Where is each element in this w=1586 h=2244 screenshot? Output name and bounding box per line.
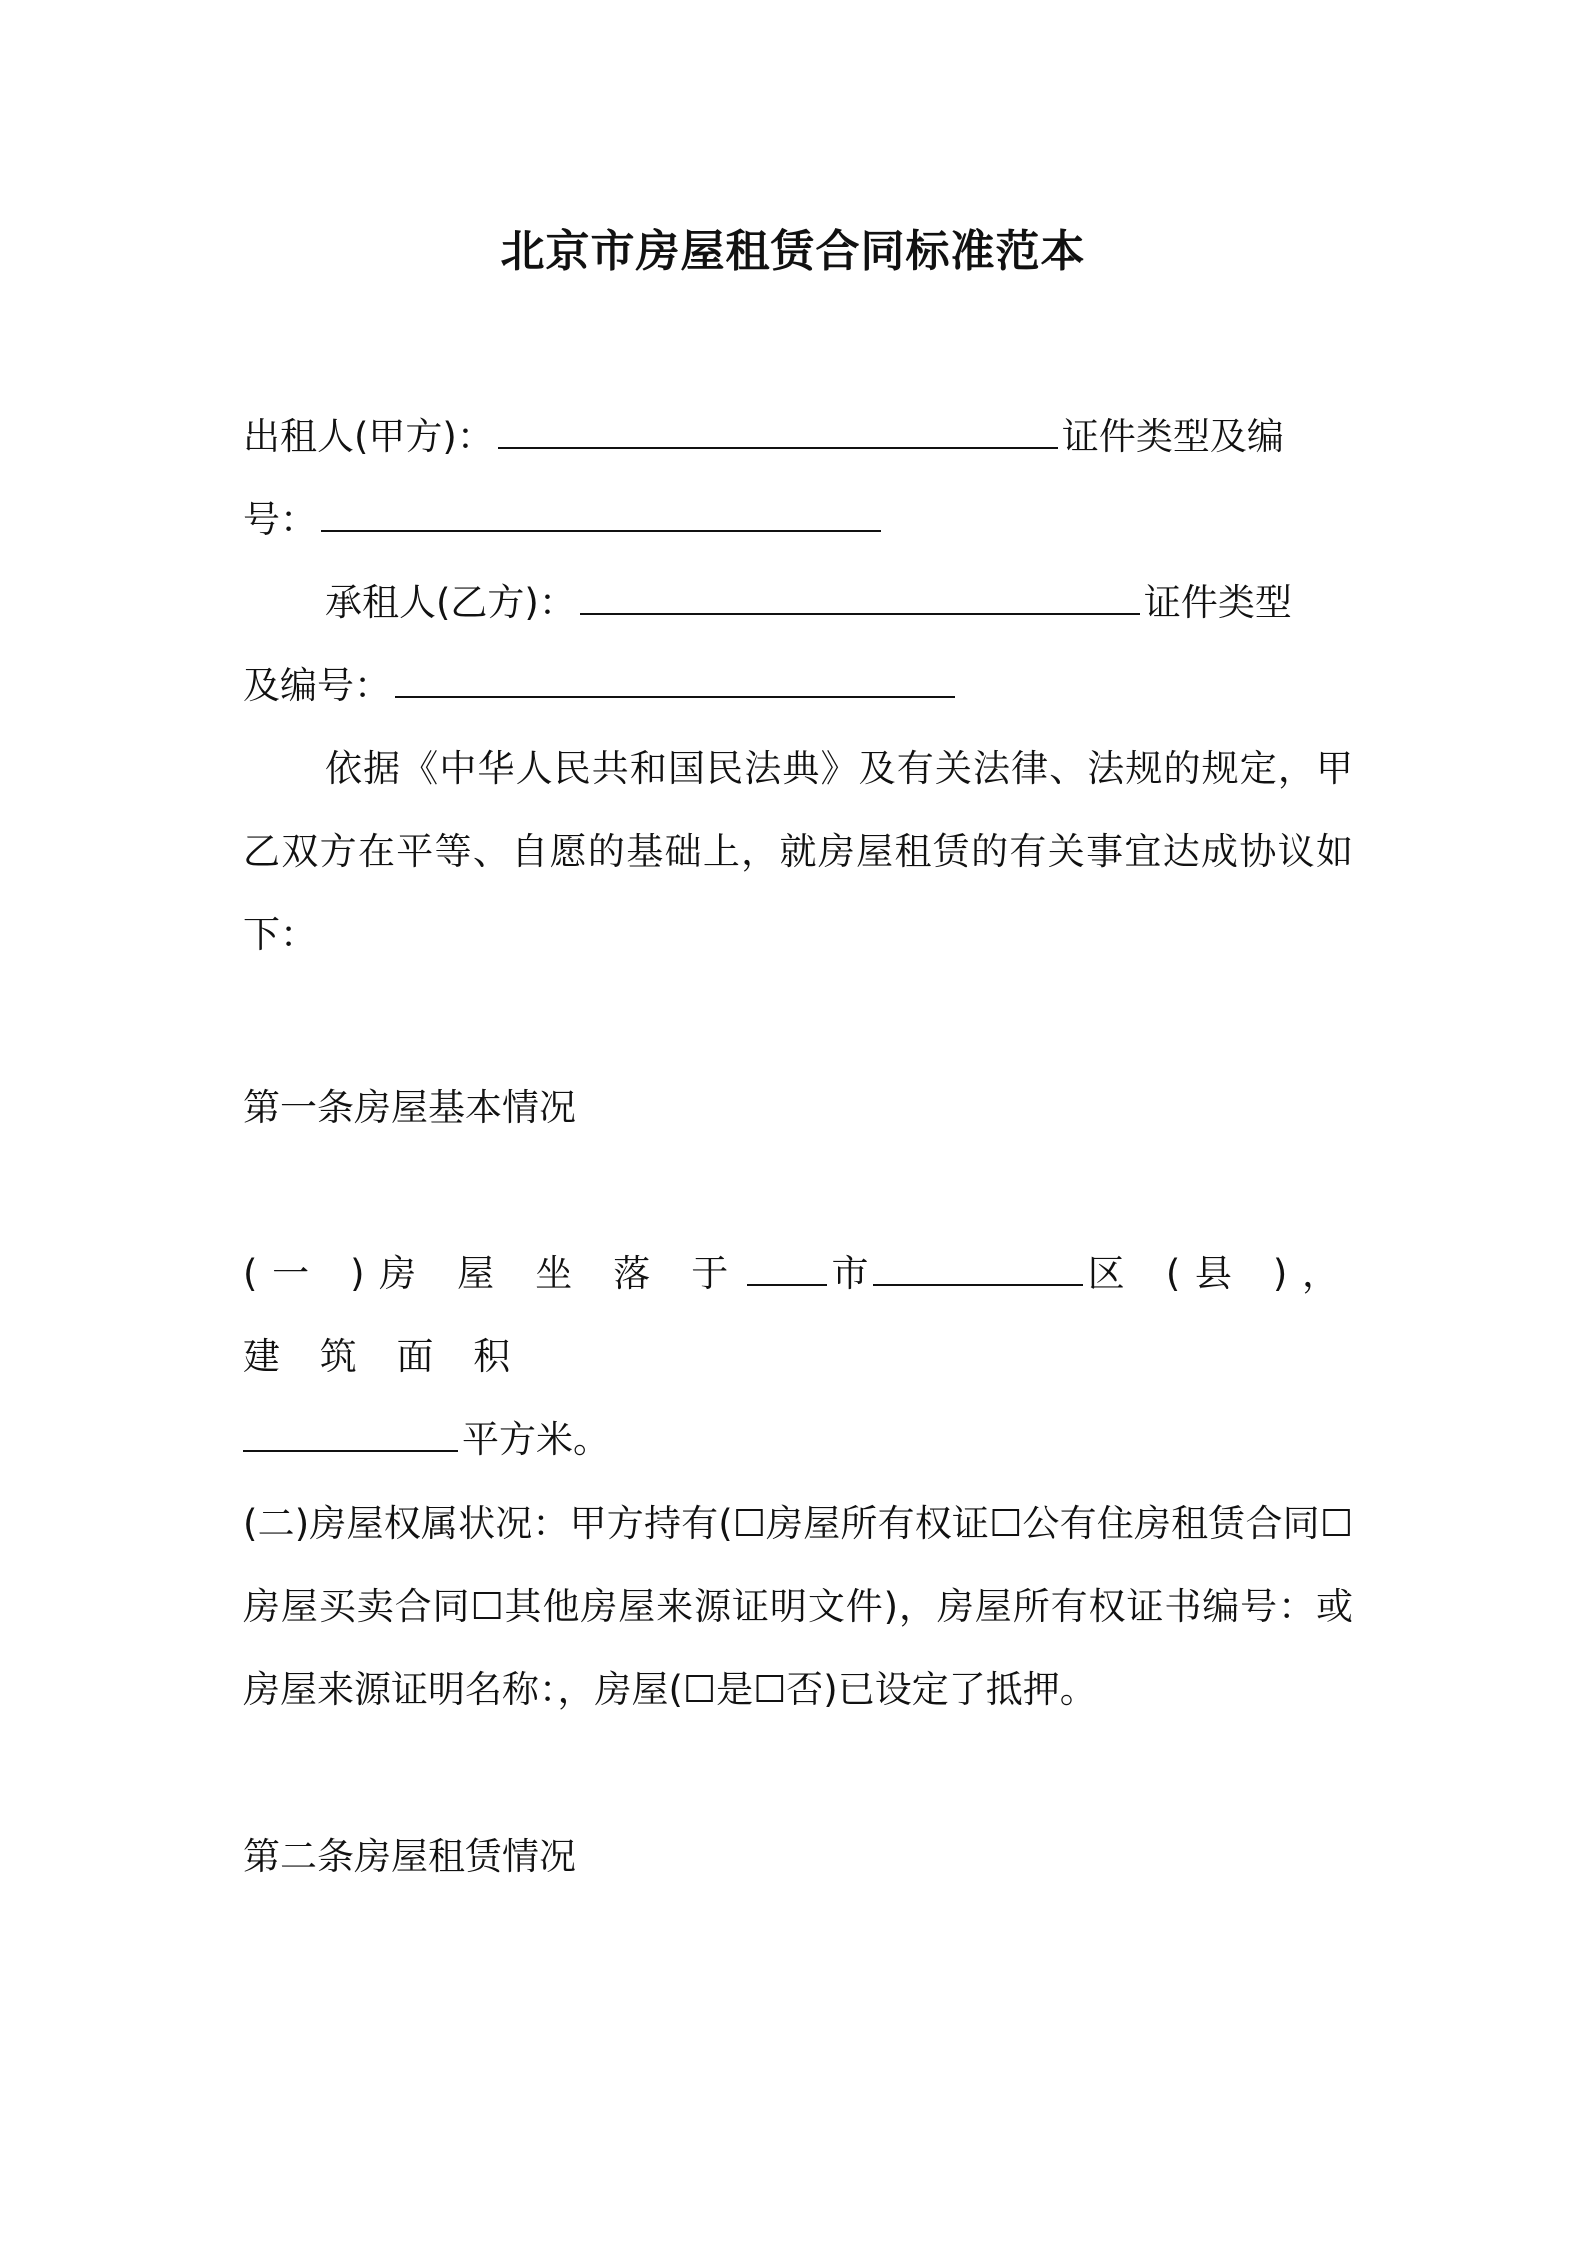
article-1-heading: 第一条房屋基本情况 [243,1086,576,1129]
area-line [243,1398,1353,1481]
party-b-id-label-cont: 及编号： [243,664,391,707]
preamble-paragraph: 依据《中华人民共和国民法典》及有关法律、法规的规定，甲乙双方在平等、自愿的基础上，就房屋租赁的有关事宜达成协议如下： [243,747,1353,956]
city-label: 市 [830,1252,870,1295]
city-blank[interactable] [747,1258,827,1286]
district-blank[interactable] [873,1258,1083,1286]
party-a-id-blank[interactable] [321,504,881,532]
article-1-item-2 [243,1482,1353,1731]
location-line [243,1232,1353,1398]
party-b-name-blank[interactable] [580,587,1140,615]
parties-section [243,395,1353,976]
party-a-name-blank[interactable] [498,421,1058,449]
party-a-id-label-cont: 号： [243,498,317,541]
area-unit: 平方米。 [462,1418,610,1461]
party-a-id-label: 证件类型及编 [1061,415,1284,458]
party-b-label: 承租人(乙方)： [325,581,576,624]
article-2-heading: 第二条房屋租赁情况 [243,1835,576,1878]
document-title: 北京市房屋租赁合同标准范本 [500,226,1086,277]
party-b-id-line [243,644,1353,727]
ownership-paragraph: (二)房屋权属状况：甲方持有(☐房屋所有权证☐公有住房租赁合同☐房屋买卖合同☐其他房屋来源证明文件)，房屋所有权证书编号：或房屋来源证明名称：，房屋(☐是☐否)已设定了抵押。 [243,1502,1353,1711]
party-a-line [243,395,1353,478]
article-1-item-1 [243,1232,1353,1481]
party-a-id-line [243,478,1353,561]
party-b-id-blank[interactable] [395,670,955,698]
location-prefix: (一 )房 屋 坐 落 于 [243,1252,743,1295]
district-label: 区 (县 )， 建 筑 面 积 [243,1252,1353,1378]
party-a-label: 出租人(甲方)： [243,415,494,458]
party-b-line [243,561,1353,644]
party-b-id-label: 证件类型 [1143,581,1292,624]
area-blank[interactable] [243,1424,458,1452]
